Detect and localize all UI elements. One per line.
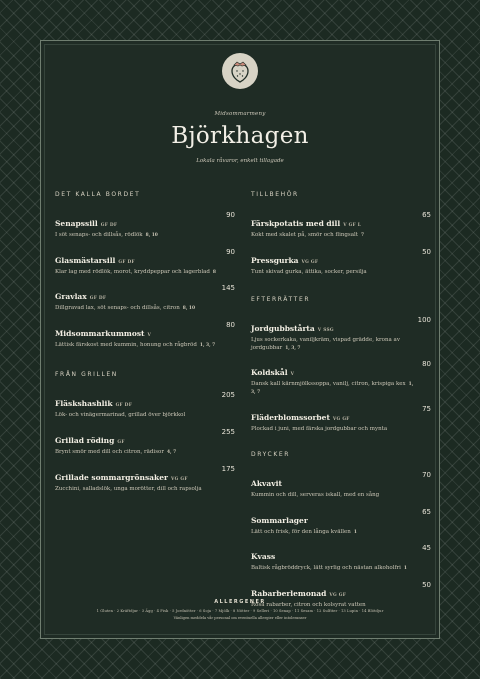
item-price: 90	[226, 247, 235, 256]
item-desc-wrap	[55, 342, 223, 350]
item-name: Grillad röding	[55, 435, 115, 445]
item-allergens: 8, 10	[145, 233, 158, 238]
item-price: 70	[422, 471, 431, 480]
menu-item	[251, 405, 431, 434]
section-drycker	[251, 449, 431, 609]
item-desc: Kummin och dill, serveras iskall, med en sång	[251, 492, 380, 499]
menu-item	[55, 391, 235, 420]
item-name: Midsommarkummost	[55, 328, 145, 338]
menu-item	[251, 248, 431, 277]
item-desc-wrap	[55, 269, 223, 277]
item-allergens: 1, 3, 7	[285, 345, 301, 351]
left-column	[55, 189, 235, 501]
item-allergens: 8	[212, 269, 216, 275]
item-allergens: 1, 3, 7	[251, 382, 414, 395]
allergen-note: Vänligen meddela vår personal om eventuella allergier eller intoleranser	[173, 616, 307, 620]
item-allergens: 8, 10	[182, 306, 196, 312]
item-desc: Dansk kall kärnmjölkssoppa, vanilj, citron, krispiga kex	[251, 381, 406, 388]
menu-panel	[40, 40, 440, 639]
item-desc-wrap	[251, 337, 419, 352]
item-desc-wrap	[251, 529, 419, 537]
item-desc: Lätt och frisk, för den långa kvällen	[251, 528, 351, 535]
menu-item	[55, 211, 235, 240]
item-desc-wrap	[55, 305, 223, 313]
section-efterratter	[251, 294, 431, 433]
item-desc: Lök- och vinägermarinad, grillad över björkkol	[55, 412, 186, 419]
item-tags: GF DF	[100, 223, 118, 228]
section-kalla-bordet	[55, 189, 235, 349]
menu-item	[55, 428, 235, 457]
item-price: 80	[422, 360, 431, 369]
item-tags: GF DF	[115, 403, 133, 409]
item-name: Grillade sommargrönsaker	[55, 472, 168, 482]
item-desc: Rosa rabarber, citron och kolsyrat vatten	[251, 601, 366, 608]
section-title: DET KALLA BORDET	[55, 191, 141, 198]
page-title: Björkhagen	[171, 123, 309, 149]
item-allergens: 4, 7	[166, 449, 177, 455]
menu-item	[251, 471, 431, 500]
section-fran-grillen	[55, 369, 235, 493]
item-allergens: 1, 3, 7	[199, 342, 216, 348]
section-tillbehor	[251, 189, 431, 276]
item-allergens: 7	[360, 233, 365, 238]
item-desc: Lättisk färskost med kummin, honung och rågbröd	[55, 341, 197, 348]
item-price: 175	[221, 464, 235, 473]
item-price: 50	[422, 580, 431, 589]
item-desc: Baltisk rågbröddryck, lätt syrlig och nästan alkoholfri	[251, 565, 401, 572]
item-price: 75	[422, 404, 431, 413]
menu-item	[251, 508, 431, 537]
menu-subtitle: Lokala råvaror, enkelt tillagade	[196, 158, 284, 164]
item-tags: GF	[117, 439, 125, 445]
item-desc: Klar lag med rödlök, morot, kryddpeppar och lagerblad	[55, 268, 210, 275]
item-price: 255	[221, 427, 235, 436]
section-title: EFTERRÄTTER	[251, 296, 311, 304]
menu-item	[251, 360, 431, 396]
section-title: DRYCKER	[251, 451, 291, 459]
item-name: Fläderblomssorbet	[251, 412, 330, 422]
item-tags: V	[290, 372, 295, 378]
allergen-list: 1 Gluten · 2 Kräftdjur · 3 Ägg · 4 Fisk · 5 Jordnötter · 6 Soja · 7 Mjölk · 8 Nötter · 9 Selleri · 10 Senap · 11 Sesam · 12 Sulfiter · 13 Lupin · 14 Blötdjur	[96, 609, 384, 613]
item-name: Kvass	[251, 552, 276, 562]
section-title: FRÅN GRILLEN	[55, 371, 118, 379]
item-desc: Dillgravad lax, söt senaps- och dillsås, citron	[55, 305, 180, 312]
item-tags: VG GF	[301, 259, 319, 265]
item-desc-wrap	[55, 486, 223, 494]
item-name: Rabarberlemonad	[251, 588, 327, 598]
item-desc-wrap	[251, 269, 419, 277]
item-desc-wrap	[251, 426, 419, 434]
item-tags: VG GF	[170, 476, 188, 482]
menu-item	[251, 211, 431, 240]
item-price: 65	[422, 211, 431, 219]
menu-item	[55, 465, 235, 494]
item-tags: V GF L	[343, 223, 362, 228]
item-desc: Brynt smör med dill och citron, rädisor	[55, 448, 164, 455]
allergen-footer	[41, 599, 439, 620]
item-desc-wrap	[251, 492, 419, 500]
item-desc-wrap	[251, 381, 419, 396]
menu-item	[251, 316, 431, 352]
item-name: Pressgurka	[251, 255, 299, 265]
item-desc-wrap	[55, 412, 223, 420]
item-price: 65	[422, 507, 431, 516]
item-name: Jordgubbstårta	[251, 324, 315, 334]
item-name: Färskpotatis med dill	[251, 219, 341, 228]
item-allergens: 1	[353, 529, 357, 535]
item-price: 100	[417, 316, 431, 325]
item-name: Fläskshashlik	[55, 399, 113, 409]
section-title: TILLBEHÖR	[251, 191, 299, 198]
item-name: Koldskål	[251, 368, 288, 378]
item-desc-wrap	[55, 232, 223, 240]
item-desc: Plockad i juni, med färska jordgubbar och mynta	[251, 425, 388, 432]
menu-item	[55, 321, 235, 350]
item-desc: Tunt skivad gurka, ättika, socker, persilja	[251, 268, 367, 275]
item-desc: Ljus sockerkaka, vaniljkräm, vispad grädde, krona av jordgubbar	[251, 337, 400, 351]
menu-item	[55, 248, 235, 277]
item-tags: GF DF	[89, 296, 107, 302]
item-price: 80	[226, 320, 235, 329]
menu-item	[251, 544, 431, 573]
item-tags: V SSG	[317, 328, 334, 334]
item-desc-wrap	[251, 565, 419, 573]
item-allergens: 1	[403, 566, 407, 572]
item-price: 145	[221, 284, 235, 293]
item-price: 90	[226, 211, 235, 219]
right-column	[251, 189, 431, 618]
menu-kicker: Midsommarmeny	[214, 111, 266, 117]
item-desc: Kokt med skalet på, smör och flingsalt	[251, 232, 358, 238]
menu-header	[41, 53, 439, 164]
item-price: 50	[422, 247, 431, 256]
item-price: 205	[221, 391, 235, 400]
item-name: Akvavit	[251, 479, 282, 489]
allergen-title: ALLERGENER	[214, 599, 266, 605]
item-name: Glasmästarsill	[55, 255, 116, 265]
item-name: Senapssill	[55, 219, 98, 228]
item-tags: VG GF	[332, 416, 350, 422]
item-tags: V	[147, 332, 152, 338]
strawberry-icon	[222, 53, 258, 89]
item-desc: I söt senaps- och dillsås, rödlök	[55, 232, 143, 238]
item-desc-wrap	[251, 232, 419, 240]
item-desc-wrap	[55, 449, 223, 457]
item-tags: GF DF	[118, 259, 135, 265]
item-name: Sommarlager	[251, 515, 308, 525]
item-desc: Zucchini, salladslök, unga morötter, dill och rapsolja	[55, 485, 202, 492]
menu-item	[55, 284, 235, 313]
item-price: 45	[422, 544, 431, 553]
item-name: Gravlax	[55, 292, 87, 302]
item-tags: VG GF	[329, 592, 347, 598]
